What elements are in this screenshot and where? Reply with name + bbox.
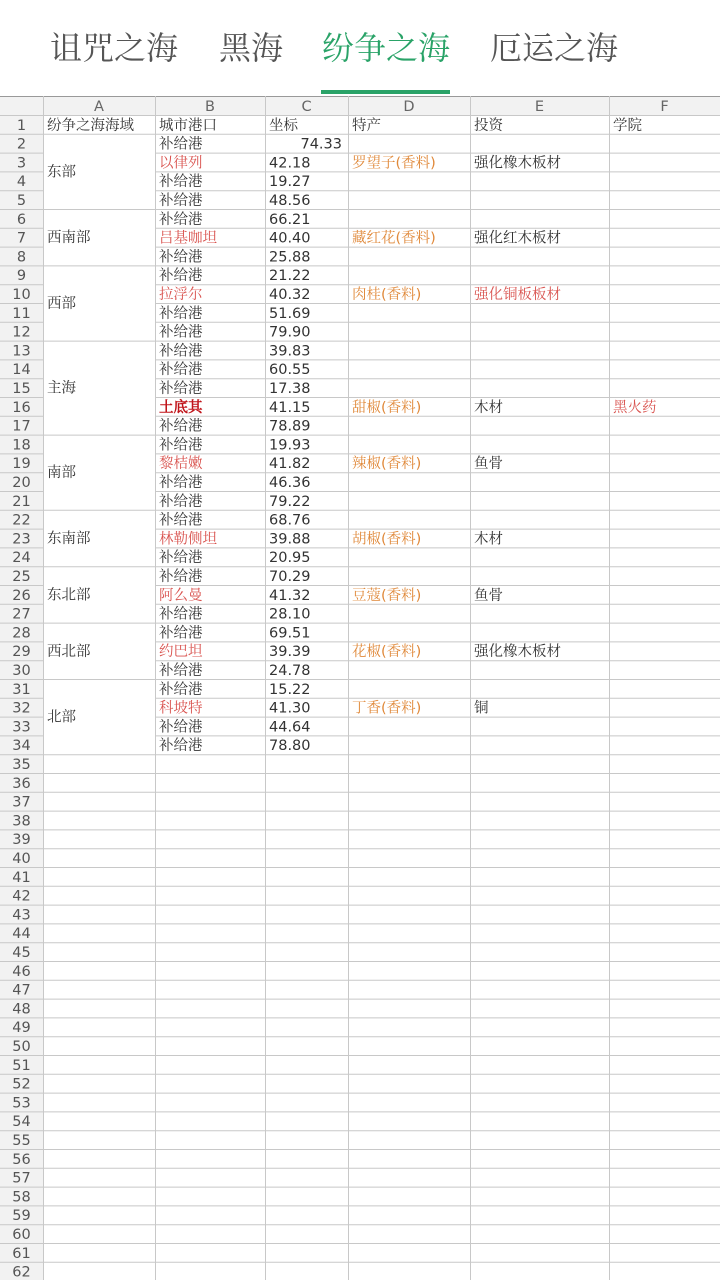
region-cell[interactable]: 南部 — [47, 465, 76, 482]
port-cell[interactable]: 科坡特 — [159, 700, 203, 717]
region-cell[interactable]: 西南部 — [47, 230, 91, 247]
header-cell[interactable]: 坐标 — [269, 117, 298, 134]
row-header[interactable]: 31 — [12, 681, 31, 698]
header-cell[interactable]: 学院 — [613, 117, 642, 134]
specialty-cell[interactable]: 肉桂(香料) — [352, 287, 422, 303]
port-cell[interactable]: 补给港 — [159, 418, 203, 435]
coord-cell[interactable]: 40.32 — [269, 287, 311, 303]
port-cell[interactable]: 补给港 — [159, 738, 203, 755]
row-header[interactable]: 5 — [16, 193, 27, 209]
coord-cell[interactable]: 40.40 — [269, 230, 311, 247]
row-header[interactable]: 13 — [12, 343, 31, 360]
port-cell[interactable]: 补给港 — [159, 663, 203, 679]
region-cell[interactable]: 西部 — [47, 296, 76, 312]
investment-cell[interactable]: 强化橡木板材 — [474, 644, 561, 661]
port-cell[interactable]: 补给港 — [159, 343, 203, 360]
row-header[interactable]: 15 — [12, 381, 31, 397]
investment-cell[interactable]: 强化铜板板材 — [474, 287, 561, 303]
port-cell[interactable]: 补给港 — [159, 268, 203, 285]
port-cell[interactable]: 补给港 — [159, 362, 203, 379]
specialty-cell[interactable]: 辣椒(香料) — [352, 456, 422, 473]
port-cell[interactable]: 补给港 — [159, 193, 203, 209]
tab-doom-sea[interactable]: 厄运之海 — [490, 29, 619, 67]
header-cell[interactable]: 纷争之海海域 — [47, 117, 134, 134]
coord-cell[interactable]: 78.80 — [269, 738, 311, 755]
investment-cell[interactable]: 强化橡木板材 — [474, 155, 561, 172]
header-cell[interactable]: 投资 — [474, 117, 503, 134]
row-header[interactable]: 32 — [12, 700, 31, 717]
port-cell[interactable]: 补给港 — [159, 569, 203, 585]
investment-cell[interactable]: 鱼骨 — [474, 587, 503, 604]
port-cell[interactable]: 拉浮尔 — [159, 287, 203, 303]
specialty-cell[interactable]: 豆蔻(香料) — [352, 587, 422, 604]
row-header[interactable]: 11 — [12, 305, 31, 322]
row-header[interactable]: 2 — [16, 136, 27, 153]
tab-strife-sea[interactable]: 纷争之海 — [322, 29, 451, 67]
row-header[interactable]: 50 — [12, 1039, 31, 1055]
row-header[interactable]: 58 — [12, 1189, 31, 1206]
port-cell[interactable]: 补给港 — [159, 437, 203, 454]
port-cell[interactable]: 补给港 — [159, 381, 203, 397]
row-header[interactable]: 23 — [12, 531, 31, 548]
coord-cell[interactable]: 41.32 — [269, 587, 311, 604]
coord-cell[interactable]: 78.89 — [269, 418, 311, 435]
investment-cell[interactable]: 木材 — [474, 399, 503, 416]
row-header[interactable]: 34 — [12, 738, 31, 755]
row-header[interactable]: 33 — [12, 719, 31, 736]
port-cell[interactable]: 补给港 — [159, 211, 203, 228]
port-cell[interactable]: 补给港 — [159, 719, 203, 736]
port-cell[interactable]: 阿么曼 — [159, 587, 203, 604]
row-header[interactable]: 40 — [12, 851, 31, 867]
specialty-cell[interactable]: 罗望子(香料) — [352, 155, 436, 172]
row-header[interactable]: 3 — [16, 155, 27, 172]
coord-cell[interactable]: 48.56 — [269, 193, 311, 209]
coord-cell[interactable]: 25.88 — [269, 249, 311, 266]
port-cell[interactable]: 约巴坦 — [159, 644, 203, 661]
specialty-cell[interactable]: 丁香(香料) — [352, 700, 422, 717]
row-header[interactable]: 42 — [12, 888, 31, 905]
row-header[interactable]: 38 — [12, 813, 31, 830]
coord-cell[interactable]: 39.88 — [269, 531, 311, 548]
spreadsheet-grid — [0, 96, 720, 1280]
coord-cell[interactable]: 28.10 — [269, 606, 311, 623]
coord-cell[interactable]: 60.55 — [269, 362, 311, 379]
row-header[interactable]: 28 — [12, 625, 31, 642]
investment-cell[interactable]: 铜 — [474, 700, 489, 717]
row-header[interactable]: 9 — [16, 268, 27, 285]
coord-cell[interactable]: 39.39 — [269, 644, 311, 661]
column-header-a[interactable]: A — [94, 99, 104, 115]
row-header[interactable]: 36 — [12, 775, 31, 792]
port-cell[interactable]: 补给港 — [159, 249, 203, 266]
row-header[interactable]: 18 — [12, 437, 31, 454]
row-header[interactable]: 22 — [12, 512, 31, 529]
port-cell[interactable]: 补给港 — [159, 475, 203, 491]
row-header[interactable]: 45 — [12, 945, 31, 961]
coord-cell[interactable]: 44.64 — [269, 719, 311, 736]
header-cell[interactable]: 特产 — [352, 117, 381, 134]
port-cell[interactable]: 补给港 — [159, 606, 203, 623]
row-header[interactable]: 26 — [12, 587, 31, 604]
region-cell[interactable]: 东北部 — [47, 587, 91, 604]
port-cell[interactable]: 补给港 — [159, 625, 203, 642]
specialty-cell[interactable]: 藏红花(香料) — [352, 230, 436, 247]
port-cell[interactable]: 补给港 — [159, 324, 203, 341]
port-cell[interactable]: 补给港 — [159, 305, 203, 322]
row-header[interactable]: 43 — [12, 907, 31, 924]
sea-tab-bar — [0, 0, 720, 96]
specialty-cell[interactable]: 胡椒(香料) — [352, 531, 422, 548]
row-header[interactable]: 25 — [12, 569, 31, 585]
row-header[interactable]: 6 — [16, 211, 27, 228]
port-cell[interactable]: 补给港 — [159, 512, 203, 529]
port-cell[interactable]: 吕基咖坦 — [159, 230, 217, 247]
region-cell[interactable]: 北部 — [47, 709, 76, 726]
coord-cell[interactable]: 24.78 — [269, 663, 311, 679]
column-header-c[interactable]: C — [301, 99, 312, 115]
row-header[interactable]: 56 — [12, 1151, 31, 1168]
row-header[interactable]: 30 — [12, 663, 31, 679]
row-header[interactable]: 46 — [12, 963, 31, 980]
coord-cell[interactable]: 39.83 — [269, 343, 311, 360]
specialty-cell[interactable]: 甜椒(香料) — [352, 399, 422, 416]
header-cell[interactable]: 城市港口 — [159, 117, 217, 134]
row-header[interactable]: 62 — [12, 1264, 31, 1280]
region-cell[interactable]: 西北部 — [47, 643, 91, 660]
row-header[interactable]: 17 — [12, 418, 31, 435]
coord-cell[interactable]: 41.15 — [269, 399, 311, 416]
spreadsheet[interactable] — [0, 96, 720, 1284]
row-header[interactable]: 47 — [12, 982, 31, 999]
specialty-cell[interactable]: 花椒(香料) — [352, 644, 422, 661]
row-header[interactable]: 27 — [12, 606, 31, 623]
row-header[interactable]: 60 — [12, 1227, 31, 1243]
port-cell[interactable]: 土底其 — [159, 399, 203, 416]
coord-cell[interactable]: 79.22 — [269, 493, 311, 510]
row-header[interactable]: 10 — [12, 287, 31, 303]
coord-cell[interactable]: 21.22 — [269, 268, 311, 285]
column-header-bar — [0, 96, 720, 115]
row-header[interactable]: 51 — [12, 1057, 31, 1074]
coord-cell[interactable]: 17.38 — [269, 381, 311, 397]
row-header[interactable]: 24 — [12, 550, 31, 567]
row-header[interactable]: 44 — [12, 926, 31, 943]
row-header[interactable]: 52 — [12, 1076, 31, 1093]
tab-cursed-sea[interactable]: 诅咒之海 — [50, 29, 179, 67]
row-header[interactable]: 4 — [16, 174, 27, 191]
row-header[interactable]: 41 — [12, 869, 31, 886]
column-header-d[interactable]: D — [403, 99, 415, 115]
region-cell[interactable]: 东南部 — [47, 531, 91, 547]
coord-cell[interactable]: 46.36 — [269, 475, 311, 491]
port-cell[interactable]: 补给港 — [159, 681, 203, 698]
row-header[interactable]: 49 — [12, 1020, 31, 1037]
coord-cell[interactable]: 74.33 — [300, 136, 342, 153]
row-header[interactable]: 53 — [12, 1095, 31, 1112]
port-cell[interactable]: 补给港 — [159, 136, 203, 153]
port-cell[interactable]: 林勒侧坦 — [159, 531, 217, 548]
row-header[interactable]: 54 — [12, 1114, 31, 1131]
coord-cell[interactable]: 66.21 — [269, 211, 311, 228]
region-cell[interactable]: 主海 — [47, 380, 76, 397]
row-header[interactable]: 1 — [16, 117, 27, 134]
investment-cell[interactable]: 鱼骨 — [474, 456, 503, 473]
coord-cell[interactable]: 15.22 — [269, 681, 311, 698]
row-header[interactable]: 57 — [12, 1170, 31, 1187]
coord-cell[interactable]: 19.27 — [269, 174, 311, 191]
coord-cell[interactable]: 41.82 — [269, 456, 311, 473]
row-header[interactable]: 55 — [12, 1133, 31, 1149]
row-header[interactable]: 21 — [12, 493, 31, 510]
coord-cell[interactable]: 41.30 — [269, 700, 311, 717]
port-cell[interactable]: 补给港 — [159, 493, 203, 510]
row-header[interactable]: 19 — [12, 456, 31, 473]
row-header[interactable]: 37 — [12, 794, 31, 811]
column-header-b[interactable]: B — [205, 99, 215, 115]
row-header[interactable]: 35 — [12, 757, 31, 773]
row-header[interactable]: 29 — [12, 644, 31, 661]
port-cell[interactable]: 以律列 — [159, 155, 203, 172]
coord-cell[interactable]: 69.51 — [269, 625, 311, 642]
investment-cell[interactable]: 强化红木板材 — [474, 230, 561, 247]
row-header[interactable]: 48 — [12, 1001, 31, 1018]
investment-cell[interactable]: 木材 — [474, 531, 503, 548]
row-header[interactable]: 14 — [12, 362, 31, 379]
port-cell[interactable]: 黎桔嫩 — [159, 456, 203, 473]
tab-black-sea[interactable]: 黑海 — [219, 29, 284, 67]
coord-cell[interactable]: 42.18 — [269, 155, 311, 172]
row-header[interactable]: 12 — [12, 324, 31, 341]
port-cell[interactable]: 补给港 — [159, 174, 203, 191]
coord-cell[interactable]: 68.76 — [269, 512, 311, 529]
row-header[interactable]: 8 — [16, 249, 27, 266]
region-cell[interactable]: 东部 — [47, 164, 76, 181]
row-header[interactable]: 59 — [12, 1208, 31, 1225]
row-header[interactable]: 20 — [12, 475, 31, 491]
coord-cell[interactable]: 79.90 — [269, 324, 311, 341]
coord-cell[interactable]: 20.95 — [269, 550, 311, 567]
row-header[interactable]: 39 — [12, 832, 31, 849]
active-tab-indicator — [321, 90, 450, 94]
academy-cell[interactable]: 黑火药 — [613, 399, 657, 416]
column-header-e[interactable]: E — [534, 99, 545, 115]
coord-cell[interactable]: 19.93 — [269, 437, 311, 454]
row-header[interactable]: 16 — [12, 399, 31, 416]
column-header-f[interactable]: F — [660, 99, 669, 115]
port-cell[interactable]: 补给港 — [159, 550, 203, 567]
row-header[interactable]: 61 — [12, 1245, 31, 1262]
coord-cell[interactable]: 51.69 — [269, 305, 311, 322]
coord-cell[interactable]: 70.29 — [269, 569, 311, 585]
row-header[interactable]: 7 — [16, 230, 27, 247]
